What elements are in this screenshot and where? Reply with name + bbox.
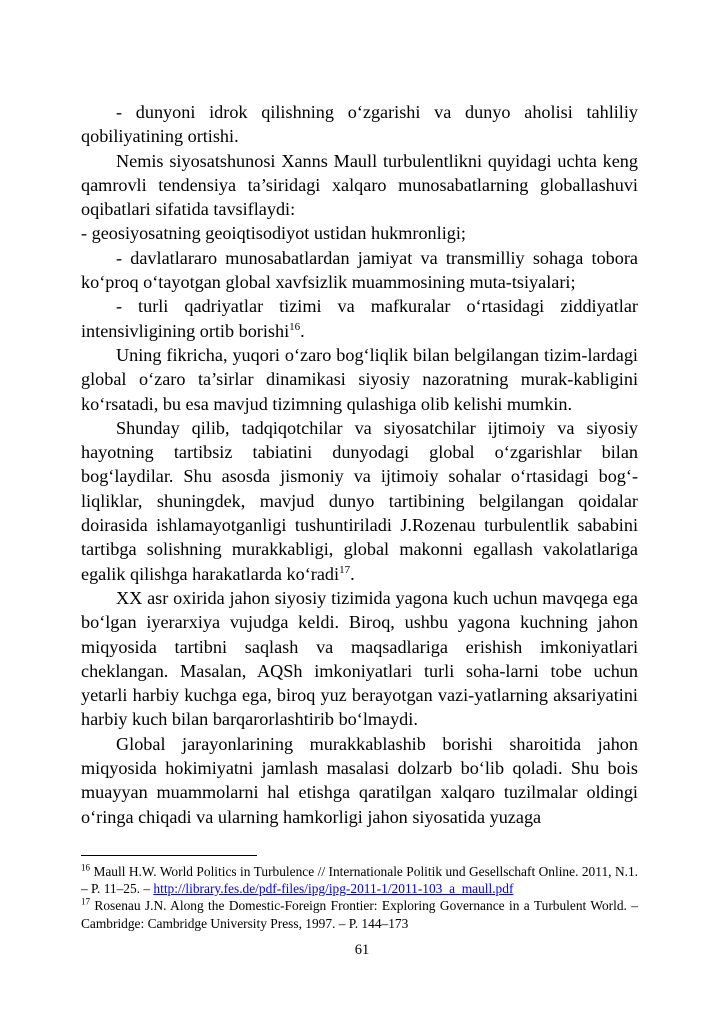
paragraph-4: - davlatlararo munosabatlardan jamiyat va transmilliy sohaga tobora ko‘proq o‘tayotgan global xavfsizlik muammosining muta-tsiyalari;	[81, 247, 638, 293]
paragraph-9: Global jarayonlarining murakkablashib borishi sharoitida jahon miqyosida hokimiyatni jamlash masalasi dolzarb bo‘lib qoladi. Shu bois muayyan muammolarni hal etishga qaratilgan xalqaro tuzilmalar oldingi o‘ringa chiqadi va ularning hamkorligi jahon siyosatida yuzaga	[81, 733, 638, 827]
paragraph-7-end: .	[350, 563, 355, 584]
page-number: 61	[354, 942, 370, 958]
paragraph-8: XX asr oxirida jahon siyosiy tizimida yagona kuch uchun mavqega ega bo‘lgan iyerarxiya vujudga keldi. Biroq, ushbu yagona kuchning jahon miqyosida tartibni saqlash va maqsadlariga erishish imkoniyatlari cheklangan. Masalan, AQSh imkoniyatlari turli soha-larni tobe uchun yetarli harbiy kuchga ega, biroq yuz berayotgan vazi-yatlarning aksariyatini harbiy kuch bilan barqarorlashtirib bo‘lmaydi.	[81, 587, 638, 730]
main-text	[81, 100, 638, 829]
paragraph-5-end: .	[300, 320, 305, 341]
footnotes	[81, 863, 638, 932]
footnote-ref-17[interactable]: 17	[339, 563, 351, 576]
paragraph-1: - dunyoni idrok qilishning o‘zgarishi va dunyo aholisi tahliliy qobiliyatining ortishi.	[81, 102, 638, 147]
paragraph-2: Nemis siyosatshunosi Xanns Maull turbulentlikni quyidagi uchta keng qamrovli tendensiya ta’siridagi xalqaro munosabatlarning globallashuvi oqibatlari sifatida tavsiflaydi:	[81, 150, 638, 220]
paragraph-3: - geosiyosatning geoiqtisodiyot ustidan hukmronligi;	[81, 223, 466, 244]
footnote-17-text: Rosenau J.N. Along the Domestic-Foreign Frontier: Exploring Governance in a Turbulent World. – Cambridge: Cambridge University Press, 1997. – P. 144–173	[81, 898, 638, 931]
paragraph-5-text: - turli qadriyatlar tizimi va mafkuralar o‘rtasidagi ziddiyatlar intensivligining ortib borishi	[81, 296, 638, 341]
footnote-divider	[81, 855, 257, 856]
footnote-ref-16[interactable]: 16	[289, 320, 301, 333]
footnote-16-marker: 16	[81, 862, 90, 873]
footnote-16-link[interactable]: http://library.fes.de/pdf-files/ipg/ipg-2011-1/2011-103_a_maull.pdf	[153, 881, 514, 897]
footnote-16	[81, 863, 638, 897]
footnote-17-marker: 17	[81, 896, 90, 907]
footnote-17	[81, 897, 638, 931]
paragraph-7	[81, 416, 638, 586]
footnote-16-text: Maull H.W. World Politics in Turbulence // Internationale Politik und Gesellschaft Online. 2011, N.1. – P. 11–25. –	[81, 864, 638, 897]
paragraph-5	[81, 294, 638, 343]
paragraph-6: Uning fikricha, yuqori o‘zaro bog‘liqlik bilan belgilangan tizim-lardagi global o‘zaro ta’sirlar dinamikasi siyosiy nazoratning murak-kabligini ko‘rsatadi, bu esa mavjud tizimning qulashiga olib kelishi mumkin.	[81, 344, 638, 414]
paragraph-7-text: Shunday qilib, tadqiqotchilar va siyosatchilar ijtimoiy va siyosiy hayotning tartibsiz tabiatini dunyodagi global o‘zgarishlar bilan bog‘laydilar. Shu asosda jismoniy va ijtimoiy sohalar o‘rtasidagi bog‘-liqliklar, shuningdek, mavjud dunyo tartibining belgilangan qoidalar doirasida ishlamayotganligi tushuntiriladi J.Rozenau turbulentlik sababini tartibga solishning murakkabligi, global makonni egallash vakolatlariga egalik qilishga harakatlarda ko‘radi	[81, 417, 638, 584]
